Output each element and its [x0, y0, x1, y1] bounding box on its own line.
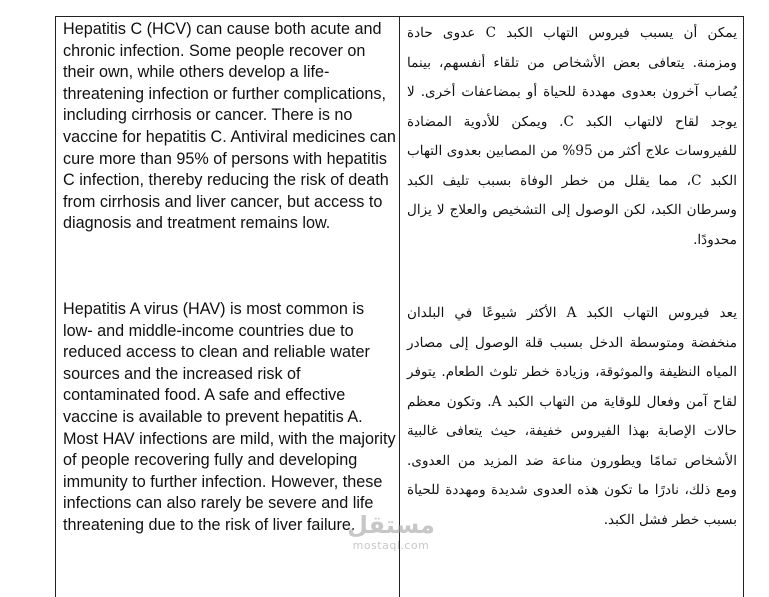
- watermark-arabic-text: مستقل: [347, 511, 435, 539]
- watermark-latin-text: mostaql.com: [352, 539, 430, 552]
- hepatitis-c-arabic-text: يمكن أن يسبب فيروس التهاب الكبد C عدوى حادة ومزمنة. يتعافى بعض الأشخاص من تلقاء أنفسهم، بينما يُصاب آخرون بعدوى مهددة للحياة أو بمضاعفات أخرى. لا يوجد لقاح لالتهاب الكبد C. ويمكن للأدوية المضادة للفيروسات علاج أكثر من 95% من المصابين بعدوى التهاب الكبد C، مما يقلل من خطر الوفاة بسبب تليف الكبد وسرطان الكبد، لكن الوصول إلى التشخيص والعلاج لا يزال محدودًا.: [407, 25, 738, 248]
- table-border-right: [743, 17, 744, 597]
- hepatitis-c-english-text: Hepatitis C (HCV) can cause both acute and chronic infection. Some people recover on their own, while others develop a life-threatening infection or further complications, including cirrhosis or cancer. There is no vaccine for hepatitis C. Antiviral medicines can cure more than 95% of persons with hepatitis C infection, thereby reducing the risk of death from cirrhosis and liver cancer, but access to diagnosis and treatment remains low.: [63, 20, 396, 233]
- table-border-left: [55, 17, 56, 597]
- bilingual-table: [55, 16, 744, 597]
- table-column-divider: [399, 17, 400, 597]
- hepatitis-a-arabic-text: يعد فيروس التهاب الكبد A الأكثر شيوعًا في البلدان منخفضة ومتوسطة الدخل بسبب قلة الوصول إلى مصادر المياه النظيفة والموثوقة، وزيادة خطر تلوث الطعام. يتوفر لقاح آمن وفعال للوقاية من التهاب الكبد A. وتكون معظم حالات الإصابة بهذا الفيروس خفيفة، حيث يتعافى غالبية الأشخاص تمامًا ويطورون مناعة ضد المزيد من العدوى. ومع ذلك، نادرًا ما تكون هذه العدوى شديدة ومهددة للحياة بسبب خطر فشل الكبد.: [407, 305, 737, 528]
- hepatitis-a-english-text: Hepatitis A virus (HAV) is most common is low- and middle-income countries due to reduced access to clean and reliable water sources and the increased risk of contaminated food. A safe and effective vaccine is available to prevent hepatitis A. Most HAV infections are mild, with the majority of people recovering fully and developing immunity to further infection. However, these infections can also rarely be severe and life threatening due to the risk of liver failure.: [63, 300, 396, 534]
